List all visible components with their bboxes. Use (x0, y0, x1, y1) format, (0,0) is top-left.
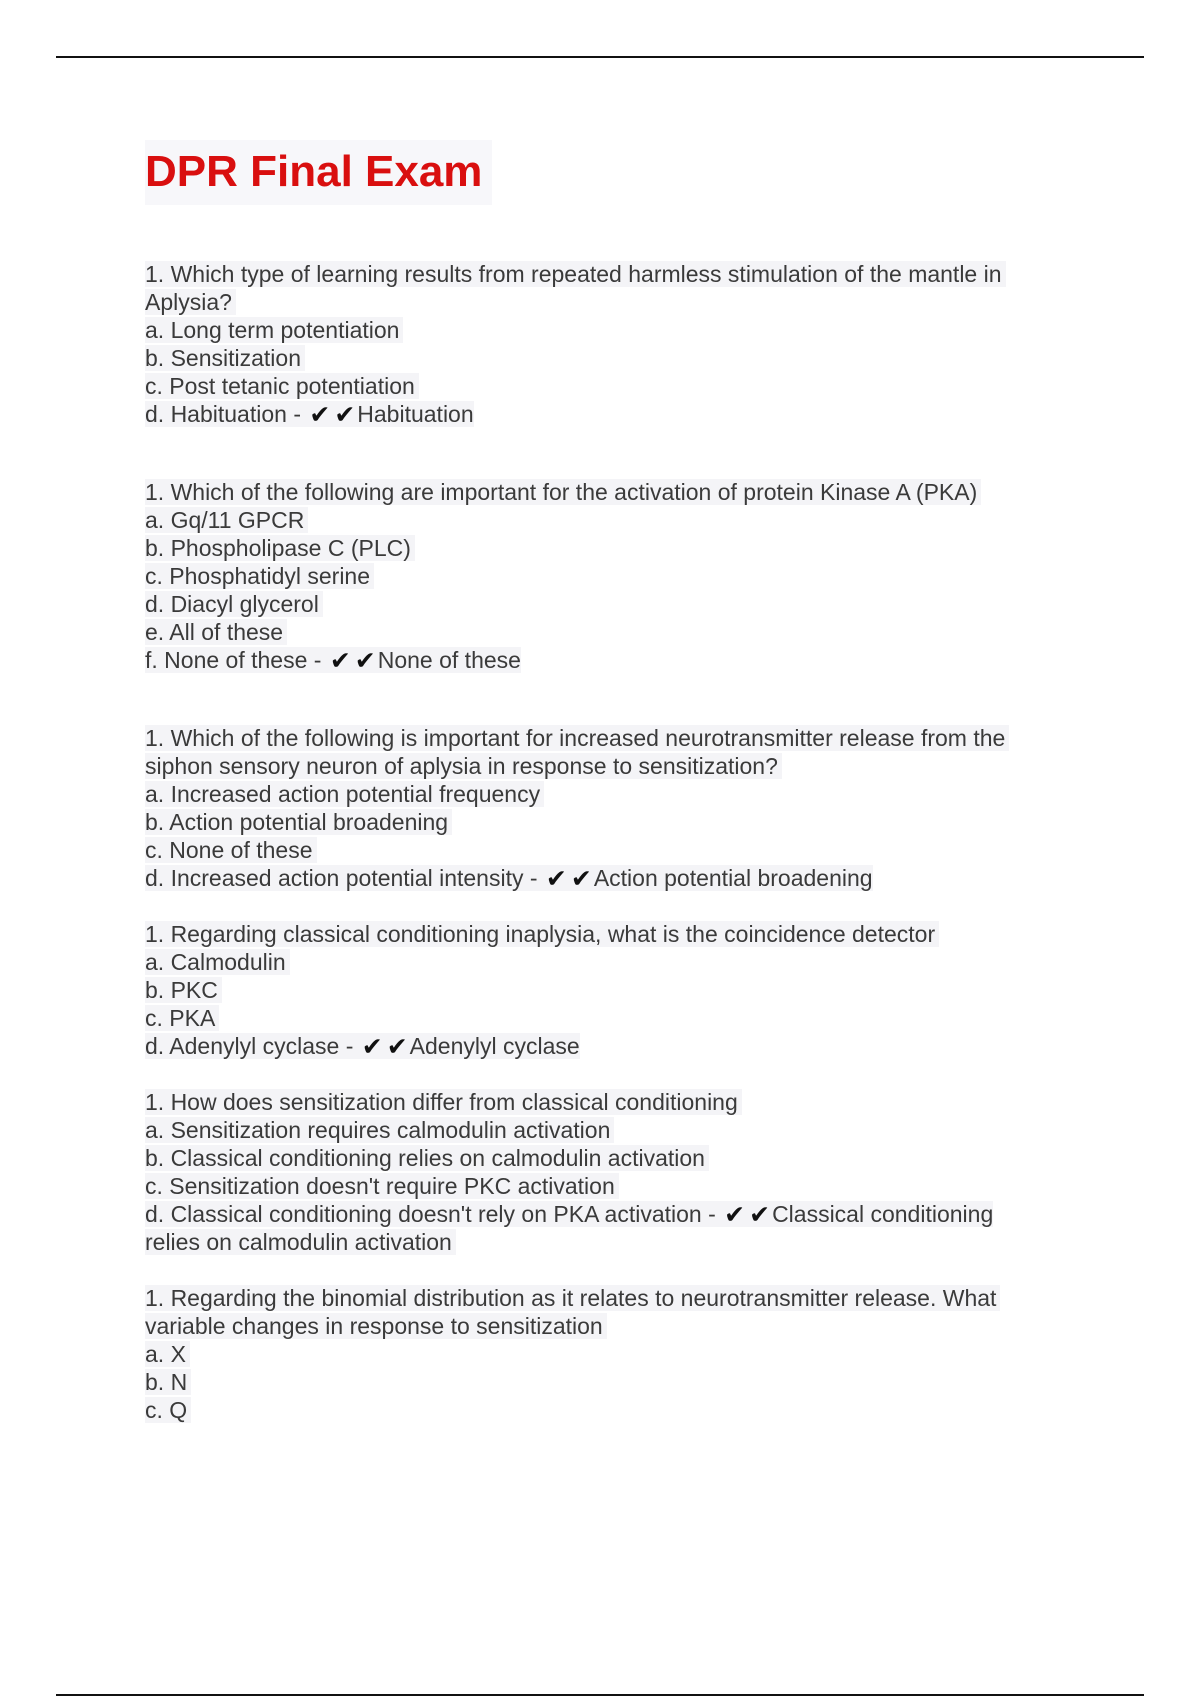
option-b: b. Classical conditioning relies on calmodulin activation (145, 1145, 709, 1171)
option-b: b. Action potential broadening (145, 809, 452, 835)
option-c: c. Post tetanic potentiation (145, 373, 419, 399)
option-a: a. Long term potentiation (145, 317, 403, 343)
question-prompt: 1. Which type of learning results from repeated harmless stimulation of the mantle in (145, 261, 1006, 287)
checkmark-icon: ✔ (386, 1032, 408, 1061)
answer-text: Habituation (357, 400, 474, 427)
option-f: f. None of these - (145, 646, 322, 673)
checkmark-icon: ✔ (354, 646, 376, 675)
question-prompt: variable changes in response to sensitization (145, 1313, 607, 1339)
answer-text: Adenylyl cyclase (409, 1032, 580, 1059)
answer-line (145, 1201, 993, 1227)
option-d: d. Increased action potential intensity - (145, 864, 538, 891)
option-b: b. PKC (145, 977, 222, 1003)
option-a: a. Calmodulin (145, 949, 290, 975)
option-b: b. Phospholipase C (PLC) (145, 535, 415, 561)
option-d: d. Diacyl glycerol (145, 591, 323, 617)
page-title: DPR Final Exam (145, 140, 492, 205)
answer-text: None of these (377, 646, 521, 673)
option-d: d. Adenylyl cyclase - (145, 1032, 354, 1059)
question-prompt: siphon sensory neuron of aplysia in response to sensitization? (145, 753, 782, 779)
checkmark-icon: ✔ (749, 1200, 771, 1229)
option-c: c. None of these (145, 837, 317, 863)
question-5 (145, 1088, 1065, 1256)
option-c: c. Sensitization doesn't require PKC activation (145, 1173, 619, 1199)
checkmark-icon: ✔ (724, 1200, 746, 1229)
option-c: c. PKA (145, 1005, 219, 1031)
question-list (145, 260, 1065, 1424)
answer-text: Action potential broadening (593, 864, 873, 891)
answer-text: Classical conditioning (772, 1200, 994, 1227)
checkmark-icon: ✔ (570, 864, 592, 893)
question-prompt: 1. Regarding the binomial distribution as it relates to neurotransmitter release. What (145, 1285, 1000, 1311)
answer-line (145, 647, 521, 673)
top-rule (56, 56, 1144, 58)
question-6 (145, 1284, 1065, 1424)
option-d: d. Classical conditioning doesn't rely on PKA activation - (145, 1200, 716, 1227)
answer-text-continued: relies on calmodulin activation (145, 1229, 456, 1255)
option-c: c. Phosphatidyl serine (145, 563, 374, 589)
question-prompt: 1. Regarding classical conditioning inaplysia, what is the coincidence detector (145, 921, 939, 947)
option-a: a. Gq/11 GPCR (145, 507, 308, 533)
question-prompt: 1. Which of the following are important for the activation of protein Kinase A (PKA) (145, 479, 981, 505)
checkmark-icon: ✔ (334, 400, 356, 429)
option-a: a. Increased action potential frequency (145, 781, 544, 807)
question-prompt: 1. Which of the following is important for increased neurotransmitter release from the (145, 725, 1009, 751)
question-1 (145, 260, 1065, 428)
checkmark-icon: ✔ (309, 400, 331, 429)
question-4 (145, 920, 1065, 1060)
checkmark-icon: ✔ (361, 1032, 383, 1061)
option-c: c. Q (145, 1397, 191, 1423)
option-d: d. Habituation - (145, 400, 301, 427)
answer-line (145, 865, 873, 891)
document-page (145, 140, 1065, 1474)
option-b: b. N (145, 1369, 191, 1395)
answer-line (145, 401, 474, 427)
answer-line (145, 1033, 580, 1059)
option-a: a. Sensitization requires calmodulin activation (145, 1117, 614, 1143)
question-3 (145, 724, 1065, 892)
option-b: b. Sensitization (145, 345, 305, 371)
question-prompt: 1. How does sensitization differ from classical conditioning (145, 1089, 742, 1115)
checkmark-icon: ✔ (329, 646, 351, 675)
question-prompt: Aplysia? (145, 289, 236, 315)
option-e: e. All of these (145, 619, 287, 645)
option-a: a. X (145, 1341, 190, 1367)
bottom-rule (56, 1694, 1144, 1696)
checkmark-icon: ✔ (545, 864, 567, 893)
question-2 (145, 478, 1065, 674)
